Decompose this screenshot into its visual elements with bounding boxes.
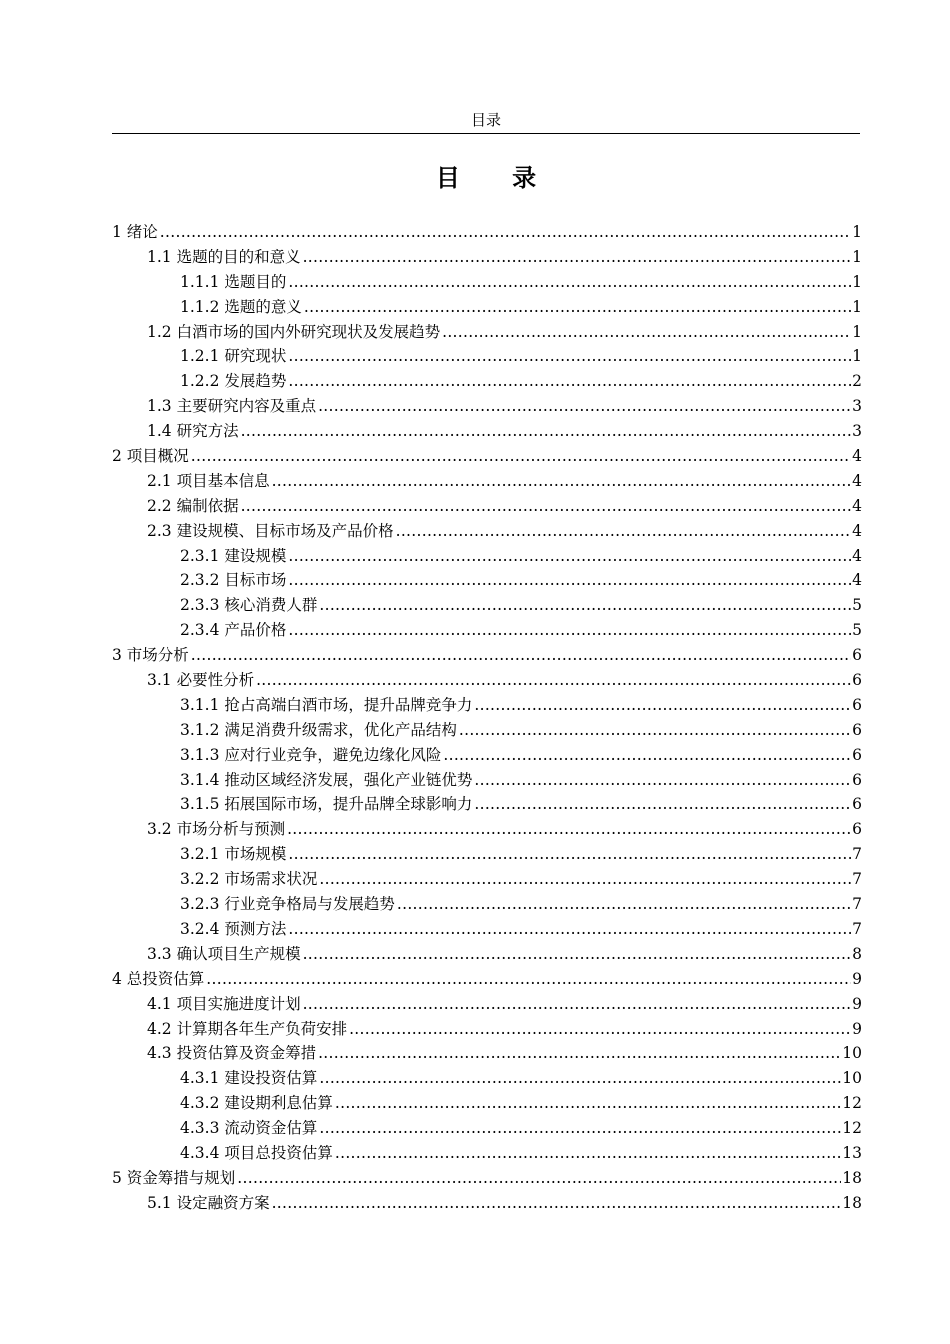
dot-leader	[349, 1017, 851, 1042]
dot-leader	[318, 1041, 841, 1066]
toc-entry[interactable]	[112, 942, 862, 967]
toc-page-number: 7	[852, 870, 862, 889]
toc-page-number: 5	[852, 621, 862, 640]
dot-leader	[442, 320, 851, 345]
toc-entry[interactable]	[112, 544, 862, 569]
dot-leader	[237, 1166, 841, 1191]
toc-page-number: 6	[852, 745, 862, 764]
dot-leader	[474, 768, 851, 793]
dot-leader	[288, 270, 851, 295]
dot-leader	[319, 867, 851, 892]
toc-entry-title: 3.1 必要性分析	[147, 671, 255, 690]
toc-entry-title: 2.1 项目基本信息	[147, 471, 270, 490]
toc-entry-title: 1.1.1 选题目的	[180, 272, 287, 291]
toc-page-number: 1	[852, 247, 862, 266]
toc-entry[interactable]	[112, 1066, 862, 1091]
dot-leader	[397, 892, 851, 917]
toc-entry[interactable]	[112, 593, 862, 618]
toc-entry-title: 5.1 设定融资方案	[147, 1193, 270, 1212]
dot-leader	[303, 245, 852, 270]
dot-leader	[288, 544, 851, 569]
toc-page-number: 1	[852, 347, 862, 366]
toc-entry[interactable]	[112, 1191, 862, 1216]
toc-entry-title: 2.3 建设规模、目标市场及产品价格	[147, 521, 394, 540]
toc-entry-title: 1.1 选题的目的和意义	[147, 247, 301, 266]
dot-leader	[303, 942, 852, 967]
toc-page-number: 6	[852, 770, 862, 789]
dot-leader	[288, 842, 851, 867]
dot-leader	[241, 419, 852, 444]
toc-page-number: 4	[852, 471, 862, 490]
toc-page-number: 18	[842, 1193, 862, 1212]
toc-entry[interactable]	[112, 867, 862, 892]
dot-leader	[304, 295, 851, 320]
toc-entry[interactable]	[112, 693, 862, 718]
toc-entry-title: 1.1.2 选题的意义	[180, 297, 302, 316]
toc-entry-title: 4 总投资估算	[112, 969, 205, 988]
toc-entry-title: 1.2.1 研究现状	[180, 347, 287, 366]
toc-entry[interactable]	[112, 618, 862, 643]
toc-entry[interactable]	[112, 444, 862, 469]
dot-leader	[272, 469, 852, 494]
toc-entry-title: 4.3.2 建设期利息估算	[180, 1094, 333, 1113]
dot-leader	[474, 792, 851, 817]
dot-leader	[206, 967, 851, 992]
toc-entry[interactable]	[112, 220, 862, 245]
toc-entry-title: 4.3.1 建设投资估算	[180, 1069, 318, 1088]
toc-entry[interactable]	[112, 792, 862, 817]
dot-leader	[459, 718, 851, 743]
dot-leader	[474, 693, 851, 718]
toc-entry-title: 3.2.1 市场规模	[180, 845, 287, 864]
toc-page-number: 4	[852, 447, 862, 466]
toc-entry-title: 2.3.2 目标市场	[180, 571, 287, 590]
toc-entry-title: 3.1.5 拓展国际市场，提升品牌全球影响力	[180, 795, 473, 814]
toc-entry-title: 2.2 编制依据	[147, 496, 239, 515]
dot-leader	[272, 1191, 842, 1216]
toc-entry[interactable]	[112, 992, 862, 1017]
toc-page-number: 8	[852, 944, 862, 963]
toc-entry-title: 3.1.2 满足消费升级需求，优化产品结构	[180, 720, 457, 739]
toc-page-number: 1	[852, 322, 862, 341]
dot-leader	[335, 1141, 841, 1166]
toc-page-number: 3	[852, 422, 862, 441]
dot-leader	[288, 369, 851, 394]
toc-page-number: 10	[842, 1044, 862, 1063]
toc-entry-title: 3.2.3 行业竞争格局与发展趋势	[180, 895, 395, 914]
toc-entry-title: 3.1.1 抢占高端白酒市场，提升品牌竞争力	[180, 695, 473, 714]
toc-entry[interactable]	[112, 320, 862, 345]
toc-page-number: 12	[842, 1094, 862, 1113]
toc-entry-title: 4.3 投资估算及资金筹措	[147, 1044, 317, 1063]
toc-entry[interactable]	[112, 519, 862, 544]
dot-leader	[288, 344, 851, 369]
toc-entry[interactable]	[112, 1116, 862, 1141]
toc-entry[interactable]	[112, 668, 862, 693]
dot-leader	[303, 992, 852, 1017]
toc-entry-title: 3.2.4 预测方法	[180, 919, 287, 938]
toc-entry[interactable]	[112, 1017, 862, 1042]
toc-entry-title: 3 市场分析	[112, 646, 189, 665]
toc-entry-title: 1.2 白酒市场的国内外研究现状及发展趋势	[147, 322, 441, 341]
toc-page-number: 2	[852, 372, 862, 391]
toc-entry[interactable]	[112, 817, 862, 842]
toc-entry-title: 1 绪论	[112, 223, 158, 241]
dot-leader	[319, 593, 851, 618]
running-header: 目录	[470, 111, 501, 129]
toc-entry[interactable]	[112, 967, 862, 992]
toc-entry[interactable]	[112, 768, 862, 793]
toc-entry-title: 1.2.2 发展趋势	[180, 372, 287, 391]
toc-page-number: 7	[852, 919, 862, 938]
toc-page-number: 18	[842, 1168, 862, 1187]
toc-page-number: 6	[852, 820, 862, 839]
dot-leader	[191, 643, 851, 668]
toc-page-number: 6	[852, 695, 862, 714]
dot-leader	[396, 519, 852, 544]
toc-entry-title: 3.1.4 推动区域经济发展，强化产业链优势	[180, 770, 473, 789]
dot-leader	[288, 618, 851, 643]
toc-page-number: 4	[852, 521, 862, 540]
toc-page-number: 12	[842, 1119, 862, 1138]
toc-entry[interactable]	[112, 718, 862, 743]
toc-entry-title: 3.2.2 市场需求状况	[180, 870, 318, 889]
toc-entry[interactable]	[112, 394, 862, 419]
dot-leader	[191, 444, 851, 469]
toc-entry-title: 5 资金筹措与规划	[112, 1168, 236, 1187]
dot-leader	[319, 1116, 841, 1141]
toc-entry-title: 2.3.1 建设规模	[180, 546, 287, 565]
toc-page-number: 6	[852, 795, 862, 814]
dot-leader	[443, 743, 851, 768]
toc-entry-title: 4.3.4 项目总投资估算	[180, 1143, 333, 1162]
toc-page-number: 1	[852, 272, 862, 291]
table-of-contents	[112, 220, 862, 1216]
toc-entry-title: 3.3 确认项目生产规模	[147, 944, 301, 963]
toc-page-number: 6	[852, 720, 862, 739]
toc-page-number: 4	[852, 546, 862, 565]
toc-entry-title: 1.4 研究方法	[147, 422, 239, 441]
toc-entry-title: 4.1 项目实施进度计划	[147, 994, 301, 1013]
toc-page-number: 1	[852, 297, 862, 316]
page-title: 目 录	[435, 164, 559, 192]
toc-page-number: 5	[852, 596, 862, 615]
toc-entry[interactable]	[112, 917, 862, 942]
toc-entry[interactable]	[112, 270, 862, 295]
toc-entry[interactable]	[112, 643, 862, 668]
toc-page-number: 4	[852, 496, 862, 515]
toc-entry[interactable]	[112, 842, 862, 867]
dot-leader	[319, 1066, 841, 1091]
header-rule	[112, 133, 860, 134]
dot-leader	[288, 568, 851, 593]
toc-entry-title: 3.2 市场分析与预测	[147, 820, 286, 839]
toc-entry[interactable]	[112, 1041, 862, 1066]
toc-page-number: 9	[852, 994, 862, 1013]
toc-entry[interactable]	[112, 1166, 862, 1191]
toc-entry-title: 3.1.3 应对行业竞争，避免边缘化风险	[180, 745, 442, 764]
toc-entry[interactable]	[112, 892, 862, 917]
toc-entry[interactable]	[112, 245, 862, 270]
toc-page-number: 4	[852, 571, 862, 590]
toc-entry-title: 2 项目概况	[112, 447, 189, 466]
toc-page-number: 6	[852, 671, 862, 690]
toc-entry[interactable]	[112, 295, 862, 320]
toc-page-number: 9	[852, 1019, 862, 1038]
toc-entry-title: 2.3.4 产品价格	[180, 621, 287, 640]
toc-entry[interactable]	[112, 568, 862, 593]
dot-leader	[335, 1091, 841, 1116]
dot-leader	[160, 220, 851, 245]
toc-page-number: 10	[842, 1069, 862, 1088]
toc-entry[interactable]	[112, 1141, 862, 1166]
toc-entry-title: 2.3.3 核心消费人群	[180, 596, 318, 615]
toc-entry-title: 1.3 主要研究内容及重点	[147, 397, 317, 416]
toc-entry[interactable]	[112, 1091, 862, 1116]
dot-leader	[318, 394, 851, 419]
dot-leader	[256, 668, 851, 693]
toc-page-number: 6	[852, 646, 862, 665]
toc-page-number: 7	[852, 895, 862, 914]
dot-leader	[287, 817, 851, 842]
dot-leader	[288, 917, 851, 942]
toc-entry[interactable]	[112, 743, 862, 768]
toc-entry[interactable]	[112, 494, 862, 519]
toc-entry[interactable]	[112, 419, 862, 444]
toc-page-number: 1	[852, 223, 862, 241]
toc-entry-title: 4.2 计算期各年生产负荷安排	[147, 1019, 348, 1038]
toc-entry-title: 4.3.3 流动资金估算	[180, 1119, 318, 1138]
toc-page-number: 9	[852, 969, 862, 988]
toc-entry[interactable]	[112, 344, 862, 369]
toc-page-number: 3	[852, 397, 862, 416]
dot-leader	[241, 494, 852, 519]
toc-page-number: 13	[842, 1143, 862, 1162]
toc-entry[interactable]	[112, 469, 862, 494]
toc-page-number: 7	[852, 845, 862, 864]
toc-entry[interactable]	[112, 369, 862, 394]
